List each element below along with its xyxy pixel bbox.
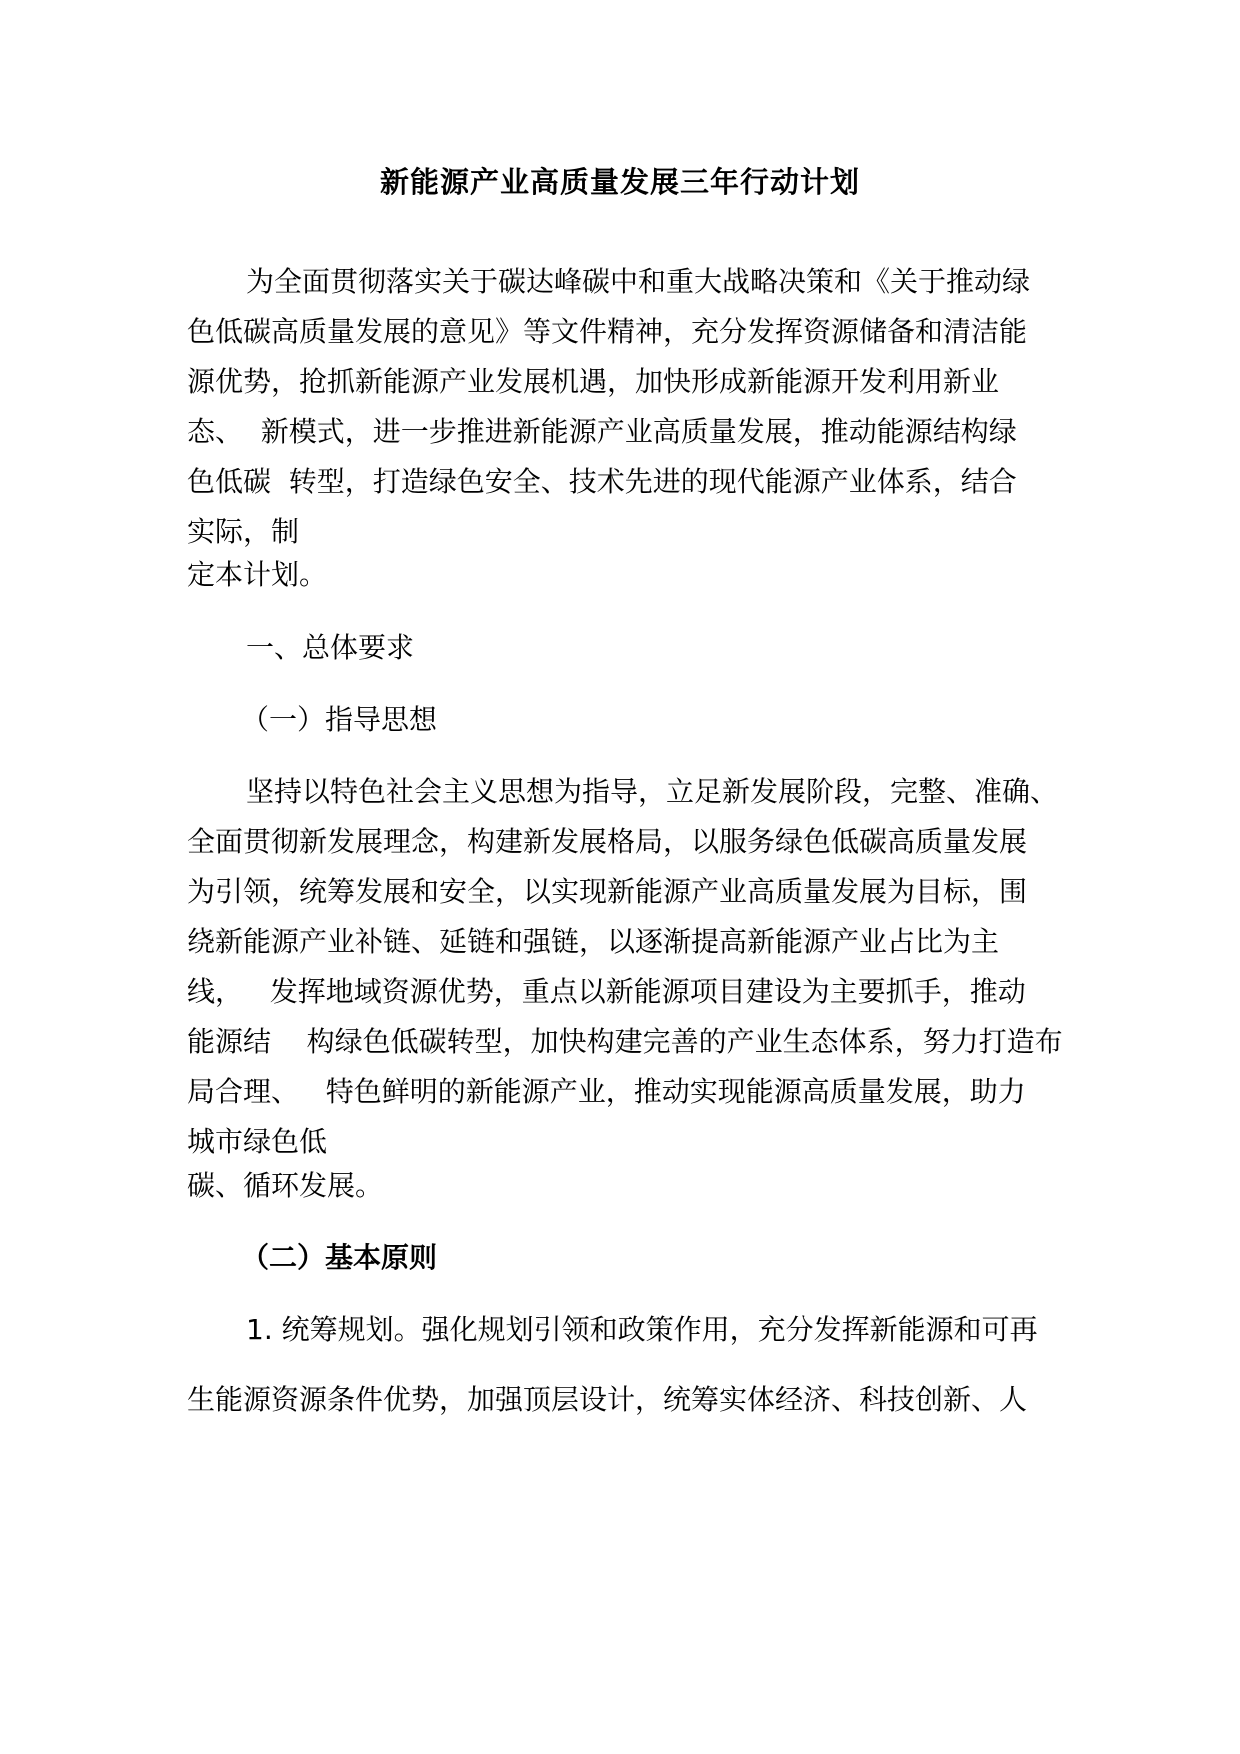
heading-general-requirements: 一、总体要求 [246,631,415,664]
intro-line-4: 态、 新模式，进一步推进新能源产业高质量发展，推动能源结构绿 [187,415,1017,448]
guiding-line-1: 坚持以特色社会主义思想为指导，立足新发展阶段，完整、准确、 [246,775,1059,808]
guiding-line-9: 碳、循环发展。 [187,1169,384,1202]
guiding-line-8: 城市绿色低 [187,1125,328,1158]
intro-line-7: 定本计划。 [187,558,328,591]
guiding-line-6: 能源结 构绿色低碳转型，加快构建完善的产业生态体系，努力打造布 [187,1025,1063,1058]
intro-line-2: 色低碳高质量发展的意见》等文件精神，充分发挥资源储备和清洁能 [187,315,1028,348]
principle-1-line-1: 1. 统筹规划。强化规划引领和政策作用，充分发挥新能源和可再 [246,1313,1038,1346]
guiding-line-3: 为引领，统筹发展和安全，以实现新能源产业高质量发展为目标，围 [187,875,1028,908]
intro-line-5: 色低碳 转型，打造绿色安全、技术先进的现代能源产业体系，结合 [187,465,1017,498]
guiding-line-2: 全面贯彻新发展理念，构建新发展格局，以服务绿色低碳高质量发展 [187,825,1028,858]
guiding-line-7: 局合理、 特色鲜明的新能源产业，推动实现能源高质量发展，助力 [187,1075,1026,1108]
intro-line-3: 源优势，抢抓新能源产业发展机遇，加快形成新能源开发利用新业 [187,365,1000,398]
heading-guiding-ideology: （一）指导思想 [241,703,438,736]
intro-line-1: 为全面贯彻落实关于碳达峰碳中和重大战略决策和《关于推动绿 [246,265,1031,298]
heading-basic-principles: （二）基本原则 [241,1241,438,1274]
guiding-line-4: 绕新能源产业补链、延链和强链，以逐渐提高新能源产业占比为主 [187,925,1000,958]
guiding-line-5: 线， 发挥地域资源优势，重点以新能源项目建设为主要抓手，推动 [187,975,1026,1008]
document-title: 新能源产业高质量发展三年行动计划 [379,165,860,199]
principle-1-line-2: 生能源资源条件优势，加强顶层设计，统筹实体经济、科技创新、人 [187,1383,1028,1416]
intro-line-6: 实际，制 [187,515,300,548]
